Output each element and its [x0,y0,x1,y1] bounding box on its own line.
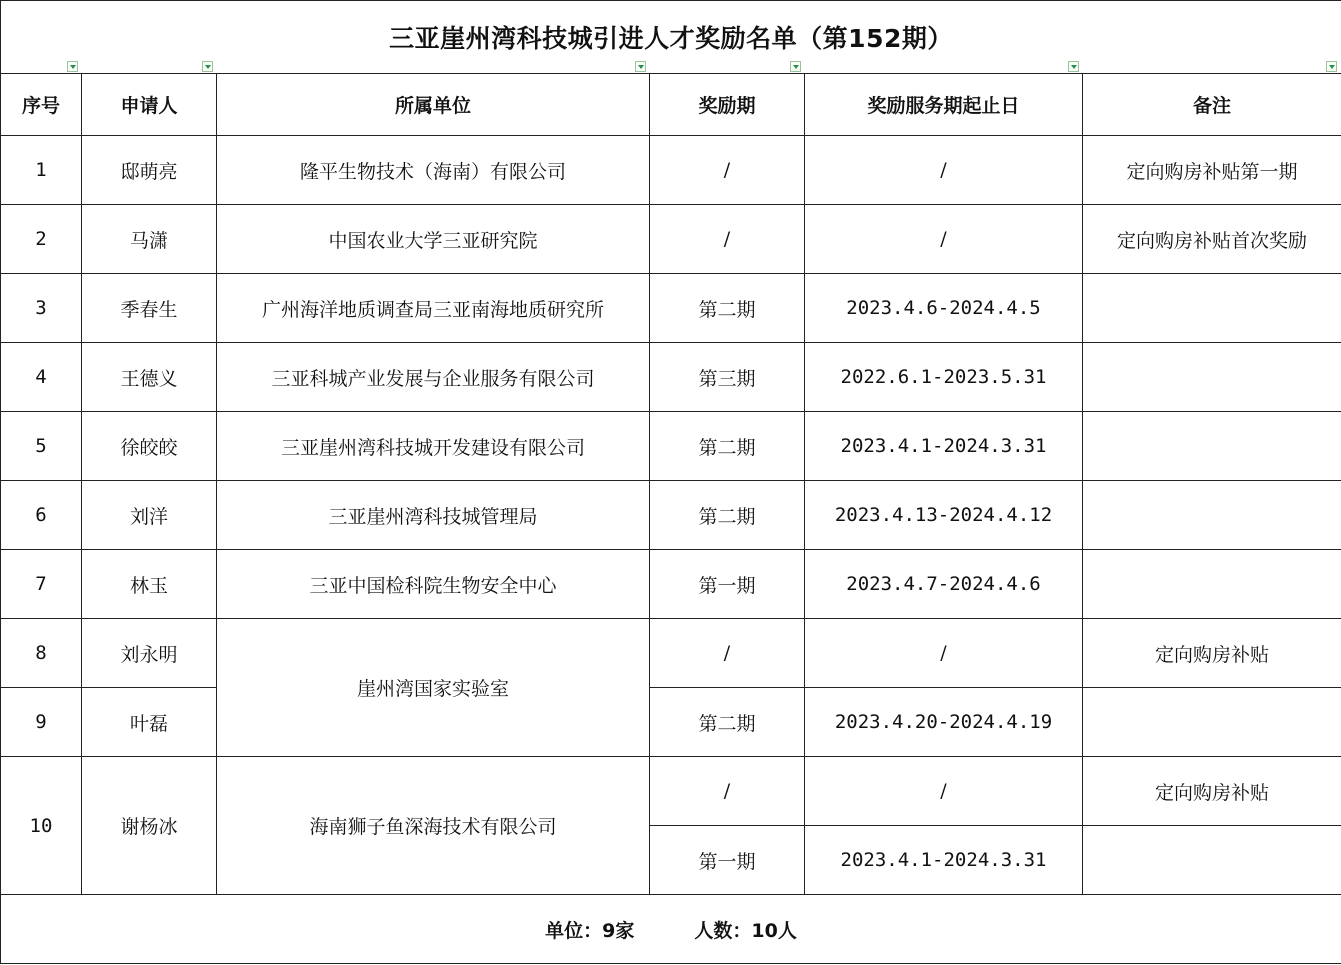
cell-remark: 定向购房补贴 [1083,757,1341,826]
cell-unit: 广州海洋地质调查局三亚南海地质研究所 [217,274,650,343]
filter-dropdown-icon[interactable] [1068,61,1079,72]
header-applicant: 申请人 [82,74,217,136]
cell-seq: 1 [1,136,82,205]
cell-remark [1083,826,1341,895]
cell-applicant: 马潇 [82,205,217,274]
cell-unit: 海南狮子鱼深海技术有限公司 [217,757,650,895]
table-title: 三亚崖州湾科技城引进人才奖励名单（第152期） [1,1,1341,74]
cell-seq: 8 [1,619,82,688]
table-row [1,136,1341,205]
cell-seq: 3 [1,274,82,343]
cell-unit: 三亚崖州湾科技城开发建设有限公司 [217,412,650,481]
cell-service: 2023.4.6-2024.4.5 [805,274,1083,343]
cell-period: 第二期 [650,481,805,550]
cell-remark: 定向购房补贴首次奖励 [1083,205,1341,274]
cell-period: 第二期 [650,412,805,481]
cell-applicant: 邸萌亮 [82,136,217,205]
cell-service: 2023.4.7-2024.4.6 [805,550,1083,619]
cell-remark: 定向购房补贴第一期 [1083,136,1341,205]
table-row [1,481,1341,550]
cell-remark [1083,274,1341,343]
header-seq: 序号 [1,74,82,136]
cell-service: / [805,619,1083,688]
cell-period: / [650,619,805,688]
table-row [1,412,1341,481]
table-row [1,619,1341,688]
cell-remark [1083,688,1341,757]
cell-applicant: 王德义 [82,343,217,412]
table-row [1,274,1341,343]
filter-dropdown-icon[interactable] [67,61,78,72]
cell-applicant: 刘洋 [82,481,217,550]
cell-applicant: 谢杨冰 [82,757,217,895]
cell-remark [1083,481,1341,550]
table-row [1,688,1341,757]
cell-seq: 5 [1,412,82,481]
cell-remark [1083,412,1341,481]
cell-seq: 4 [1,343,82,412]
cell-unit: 隆平生物技术（海南）有限公司 [217,136,650,205]
cell-seq: 10 [1,757,82,895]
cell-applicant: 叶磊 [82,688,217,757]
header-service: 奖励服务期起止日 [805,74,1083,136]
header-remark: 备注 [1083,74,1341,136]
cell-service: 2023.4.1-2024.3.31 [805,412,1083,481]
cell-period: / [650,136,805,205]
cell-period: 第三期 [650,343,805,412]
cell-service: 2023.4.1-2024.3.31 [805,826,1083,895]
cell-seq: 9 [1,688,82,757]
cell-service: 2022.6.1-2023.5.31 [805,343,1083,412]
table-row [1,205,1341,274]
header-unit: 所属单位 [217,74,650,136]
cell-period: 第二期 [650,274,805,343]
filter-dropdown-icon[interactable] [635,61,646,72]
cell-unit: 崖州湾国家实验室 [217,619,650,757]
cell-remark: 定向购房补贴 [1083,619,1341,688]
table-row [1,757,1341,826]
cell-unit: 三亚科城产业发展与企业服务有限公司 [217,343,650,412]
cell-seq: 7 [1,550,82,619]
table-row [1,550,1341,619]
cell-unit: 三亚崖州湾科技城管理局 [217,481,650,550]
cell-applicant: 徐皎皎 [82,412,217,481]
filter-dropdown-icon[interactable] [202,61,213,72]
cell-service: 2023.4.20-2024.4.19 [805,688,1083,757]
footer-people: 人数：10人 [694,919,797,942]
header-row [1,74,1341,136]
cell-service: / [805,205,1083,274]
cell-period: 第一期 [650,550,805,619]
filter-dropdown-icon[interactable] [790,61,801,72]
footer-units: 单位：9家 [545,919,635,942]
cell-service: / [805,757,1083,826]
cell-seq: 6 [1,481,82,550]
cell-applicant: 林玉 [82,550,217,619]
cell-remark [1083,343,1341,412]
header-period: 奖励期 [650,74,805,136]
cell-service: / [805,136,1083,205]
cell-period: 第一期 [650,826,805,895]
cell-period: / [650,757,805,826]
filter-dropdown-icon[interactable] [1326,61,1337,72]
cell-unit: 三亚中国检科院生物安全中心 [217,550,650,619]
cell-applicant: 刘永明 [82,619,217,688]
cell-applicant: 季春生 [82,274,217,343]
cell-service: 2023.4.13-2024.4.12 [805,481,1083,550]
table-row [1,343,1341,412]
cell-period: 第二期 [650,688,805,757]
cell-period: / [650,205,805,274]
cell-remark [1083,550,1341,619]
cell-unit: 中国农业大学三亚研究院 [217,205,650,274]
cell-seq: 2 [1,205,82,274]
summary-footer [1,895,1341,964]
